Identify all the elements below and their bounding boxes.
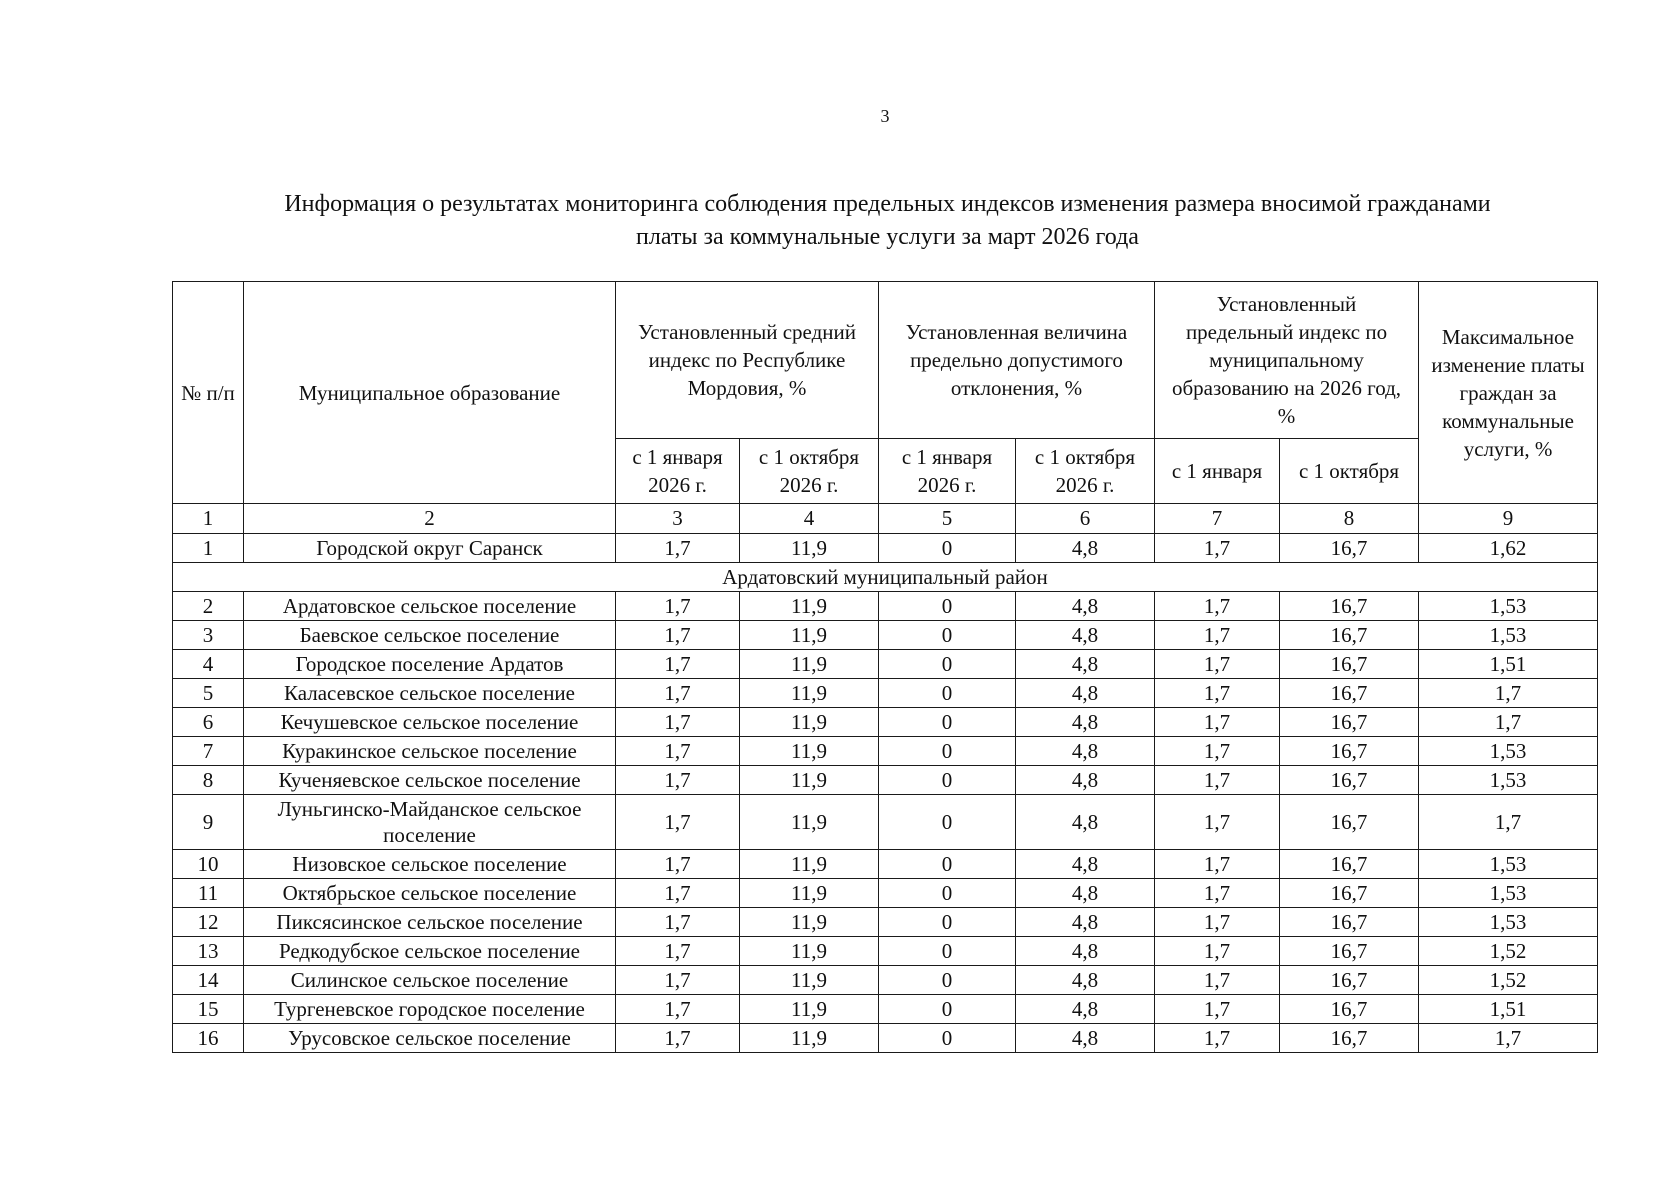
column-number: 9 <box>1419 504 1598 534</box>
limit-index-jan: 1,7 <box>1155 650 1280 679</box>
table-row <box>173 679 1598 708</box>
avg-index-oct: 11,9 <box>740 708 879 737</box>
limit-index-jan: 1,7 <box>1155 1024 1280 1053</box>
deviation-oct: 4,8 <box>1016 795 1155 850</box>
row-number: 13 <box>173 937 244 966</box>
max-change: 1,7 <box>1419 1024 1598 1053</box>
limit-index-oct: 16,7 <box>1280 650 1419 679</box>
column-number: 8 <box>1280 504 1419 534</box>
limit-index-jan: 1,7 <box>1155 937 1280 966</box>
limit-index-oct: 16,7 <box>1280 879 1419 908</box>
deviation-oct: 4,8 <box>1016 766 1155 795</box>
row-number: 1 <box>173 534 244 563</box>
avg-index-jan: 1,7 <box>616 534 740 563</box>
municipality-name: Низовское сельское поселение <box>244 850 616 879</box>
column-number: 3 <box>616 504 740 534</box>
table-row <box>173 621 1598 650</box>
avg-index-jan: 1,7 <box>616 708 740 737</box>
max-change: 1,51 <box>1419 650 1598 679</box>
header-max-change: Максимальное изменение платы граждан за коммунальные услуги, % <box>1419 282 1598 504</box>
table-row <box>173 966 1598 995</box>
limit-index-oct: 16,7 <box>1280 850 1419 879</box>
limit-index-oct: 16,7 <box>1280 621 1419 650</box>
limit-index-oct: 16,7 <box>1280 534 1419 563</box>
deviation-jan: 0 <box>879 966 1016 995</box>
limit-index-jan: 1,7 <box>1155 621 1280 650</box>
municipality-name: Тургеневское городское поселение <box>244 995 616 1024</box>
limit-index-jan: 1,7 <box>1155 592 1280 621</box>
limit-index-jan: 1,7 <box>1155 995 1280 1024</box>
row-number: 9 <box>173 795 244 850</box>
limit-index-jan: 1,7 <box>1155 679 1280 708</box>
max-change: 1,62 <box>1419 534 1598 563</box>
max-change: 1,53 <box>1419 737 1598 766</box>
limit-index-oct: 16,7 <box>1280 679 1419 708</box>
monitoring-table <box>172 281 1598 1053</box>
avg-index-oct: 11,9 <box>740 879 879 908</box>
deviation-oct: 4,8 <box>1016 679 1155 708</box>
avg-index-oct: 11,9 <box>740 850 879 879</box>
row-number: 12 <box>173 908 244 937</box>
row-number: 11 <box>173 879 244 908</box>
header-municipality: Муниципальное образование <box>244 282 616 504</box>
table-row <box>173 795 1598 850</box>
header-num: № п/п <box>173 282 244 504</box>
limit-index-jan: 1,7 <box>1155 879 1280 908</box>
max-change: 1,53 <box>1419 850 1598 879</box>
deviation-oct: 4,8 <box>1016 850 1155 879</box>
max-change: 1,52 <box>1419 937 1598 966</box>
max-change: 1,53 <box>1419 766 1598 795</box>
deviation-jan: 0 <box>879 995 1016 1024</box>
municipality-name: Луньгинско-Майданское сельское поселение <box>244 795 616 850</box>
limit-index-oct: 16,7 <box>1280 708 1419 737</box>
avg-index-oct: 11,9 <box>740 534 879 563</box>
deviation-oct: 4,8 <box>1016 908 1155 937</box>
column-number: 4 <box>740 504 879 534</box>
deviation-jan: 0 <box>879 850 1016 879</box>
avg-index-jan: 1,7 <box>616 850 740 879</box>
avg-index-jan: 1,7 <box>616 908 740 937</box>
deviation-oct: 4,8 <box>1016 621 1155 650</box>
municipality-name: Пиксясинское сельское поселение <box>244 908 616 937</box>
municipality-name: Каласевское сельское поселение <box>244 679 616 708</box>
max-change: 1,7 <box>1419 679 1598 708</box>
column-number: 7 <box>1155 504 1280 534</box>
subheader-jan-2026: с 1 января 2026 г. <box>616 439 740 504</box>
avg-index-oct: 11,9 <box>740 621 879 650</box>
limit-index-oct: 16,7 <box>1280 1024 1419 1053</box>
table-row <box>173 879 1598 908</box>
row-number: 3 <box>173 621 244 650</box>
row-number: 10 <box>173 850 244 879</box>
limit-index-oct: 16,7 <box>1280 908 1419 937</box>
limit-index-jan: 1,7 <box>1155 795 1280 850</box>
row-number: 16 <box>173 1024 244 1053</box>
deviation-jan: 0 <box>879 621 1016 650</box>
limit-index-oct: 16,7 <box>1280 966 1419 995</box>
document-title <box>180 188 1595 254</box>
title-line-2: платы за коммунальные услуги за март 2026 года <box>636 224 1139 250</box>
deviation-oct: 4,8 <box>1016 995 1155 1024</box>
header-limit-index: Установленный предельный индекс по муниципальному образованию на 2026 год, % <box>1155 282 1419 439</box>
municipality-name: Урусовское сельское поселение <box>244 1024 616 1053</box>
avg-index-oct: 11,9 <box>740 908 879 937</box>
deviation-jan: 0 <box>879 708 1016 737</box>
avg-index-jan: 1,7 <box>616 795 740 850</box>
avg-index-jan: 1,7 <box>616 737 740 766</box>
max-change: 1,51 <box>1419 995 1598 1024</box>
avg-index-oct: 11,9 <box>740 966 879 995</box>
max-change: 1,7 <box>1419 795 1598 850</box>
avg-index-jan: 1,7 <box>616 766 740 795</box>
deviation-jan: 0 <box>879 534 1016 563</box>
limit-index-oct: 16,7 <box>1280 592 1419 621</box>
avg-index-oct: 11,9 <box>740 679 879 708</box>
avg-index-oct: 11,9 <box>740 1024 879 1053</box>
deviation-oct: 4,8 <box>1016 879 1155 908</box>
municipality-name: Ардатовское сельское поселение <box>244 592 616 621</box>
table-row <box>173 737 1598 766</box>
limit-index-oct: 16,7 <box>1280 766 1419 795</box>
row-number: 4 <box>173 650 244 679</box>
page-number: 3 <box>880 106 890 126</box>
avg-index-oct: 11,9 <box>740 592 879 621</box>
max-change: 1,53 <box>1419 621 1598 650</box>
table-row <box>173 937 1598 966</box>
deviation-jan: 0 <box>879 879 1016 908</box>
avg-index-jan: 1,7 <box>616 1024 740 1053</box>
deviation-oct: 4,8 <box>1016 708 1155 737</box>
limit-index-jan: 1,7 <box>1155 850 1280 879</box>
municipality-name: Куракинское сельское поселение <box>244 737 616 766</box>
municipality-name: Городской округ Саранск <box>244 534 616 563</box>
deviation-jan: 0 <box>879 650 1016 679</box>
avg-index-jan: 1,7 <box>616 966 740 995</box>
subheader-jan-2026: с 1 января 2026 г. <box>879 439 1016 504</box>
limit-index-oct: 16,7 <box>1280 937 1419 966</box>
subheader-oct: с 1 октября <box>1280 439 1419 504</box>
municipality-name: Октябрьское сельское поселение <box>244 879 616 908</box>
table-row <box>173 534 1598 563</box>
avg-index-jan: 1,7 <box>616 995 740 1024</box>
limit-index-oct: 16,7 <box>1280 795 1419 850</box>
avg-index-jan: 1,7 <box>616 650 740 679</box>
table-row <box>173 708 1598 737</box>
avg-index-oct: 11,9 <box>740 995 879 1024</box>
table-row <box>173 766 1598 795</box>
deviation-jan: 0 <box>879 908 1016 937</box>
avg-index-jan: 1,7 <box>616 937 740 966</box>
municipality-name: Баевское сельское поселение <box>244 621 616 650</box>
limit-index-jan: 1,7 <box>1155 766 1280 795</box>
avg-index-jan: 1,7 <box>616 879 740 908</box>
avg-index-oct: 11,9 <box>740 650 879 679</box>
deviation-jan: 0 <box>879 937 1016 966</box>
row-number: 2 <box>173 592 244 621</box>
deviation-oct: 4,8 <box>1016 650 1155 679</box>
municipality-name: Силинское сельское поселение <box>244 966 616 995</box>
deviation-jan: 0 <box>879 737 1016 766</box>
title-line-1: Информация о результатах мониторинга соблюдения предельных индексов изменения размера вносимой гражданами <box>284 191 1491 217</box>
avg-index-oct: 11,9 <box>740 937 879 966</box>
avg-index-oct: 11,9 <box>740 737 879 766</box>
table-row <box>173 908 1598 937</box>
deviation-oct: 4,8 <box>1016 534 1155 563</box>
deviation-oct: 4,8 <box>1016 966 1155 995</box>
avg-index-jan: 1,7 <box>616 592 740 621</box>
max-change: 1,53 <box>1419 908 1598 937</box>
limit-index-oct: 16,7 <box>1280 995 1419 1024</box>
deviation-jan: 0 <box>879 1024 1016 1053</box>
avg-index-jan: 1,7 <box>616 679 740 708</box>
limit-index-jan: 1,7 <box>1155 534 1280 563</box>
max-change: 1,7 <box>1419 708 1598 737</box>
row-number: 6 <box>173 708 244 737</box>
column-number: 1 <box>173 504 244 534</box>
subheader-jan: с 1 января <box>1155 439 1280 504</box>
deviation-oct: 4,8 <box>1016 737 1155 766</box>
deviation-oct: 4,8 <box>1016 937 1155 966</box>
row-number: 8 <box>173 766 244 795</box>
max-change: 1,52 <box>1419 966 1598 995</box>
limit-index-jan: 1,7 <box>1155 908 1280 937</box>
table-row <box>173 592 1598 621</box>
table-row <box>173 850 1598 879</box>
subheader-oct-2026: с 1 октября 2026 г. <box>1016 439 1155 504</box>
limit-index-jan: 1,7 <box>1155 966 1280 995</box>
column-number-row <box>173 504 1598 534</box>
limit-index-jan: 1,7 <box>1155 737 1280 766</box>
column-number: 5 <box>879 504 1016 534</box>
max-change: 1,53 <box>1419 879 1598 908</box>
municipality-name: Городское поселение Ардатов <box>244 650 616 679</box>
header-row <box>173 282 1598 439</box>
municipality-name: Редкодубское сельское поселение <box>244 937 616 966</box>
municipality-name: Кечушевское сельское поселение <box>244 708 616 737</box>
avg-index-jan: 1,7 <box>616 621 740 650</box>
row-number: 7 <box>173 737 244 766</box>
row-number: 15 <box>173 995 244 1024</box>
deviation-oct: 4,8 <box>1016 1024 1155 1053</box>
table-row <box>173 995 1598 1024</box>
group-title: Ардатовский муниципальный район <box>173 563 1598 592</box>
column-number: 6 <box>1016 504 1155 534</box>
table-row <box>173 1024 1598 1053</box>
subheader-oct-2026: с 1 октября 2026 г. <box>740 439 879 504</box>
limit-index-jan: 1,7 <box>1155 708 1280 737</box>
deviation-oct: 4,8 <box>1016 592 1155 621</box>
header-avg-index: Установленный средний индекс по Республике Мордовия, % <box>616 282 879 439</box>
deviation-jan: 0 <box>879 795 1016 850</box>
deviation-jan: 0 <box>879 679 1016 708</box>
avg-index-oct: 11,9 <box>740 795 879 850</box>
row-number: 14 <box>173 966 244 995</box>
row-number: 5 <box>173 679 244 708</box>
max-change: 1,53 <box>1419 592 1598 621</box>
deviation-jan: 0 <box>879 592 1016 621</box>
header-deviation: Установленная величина предельно допустимого отклонения, % <box>879 282 1155 439</box>
deviation-jan: 0 <box>879 766 1016 795</box>
table-row <box>173 650 1598 679</box>
group-row <box>173 563 1598 592</box>
column-number: 2 <box>244 504 616 534</box>
limit-index-oct: 16,7 <box>1280 737 1419 766</box>
municipality-name: Кученяевское сельское поселение <box>244 766 616 795</box>
avg-index-oct: 11,9 <box>740 766 879 795</box>
